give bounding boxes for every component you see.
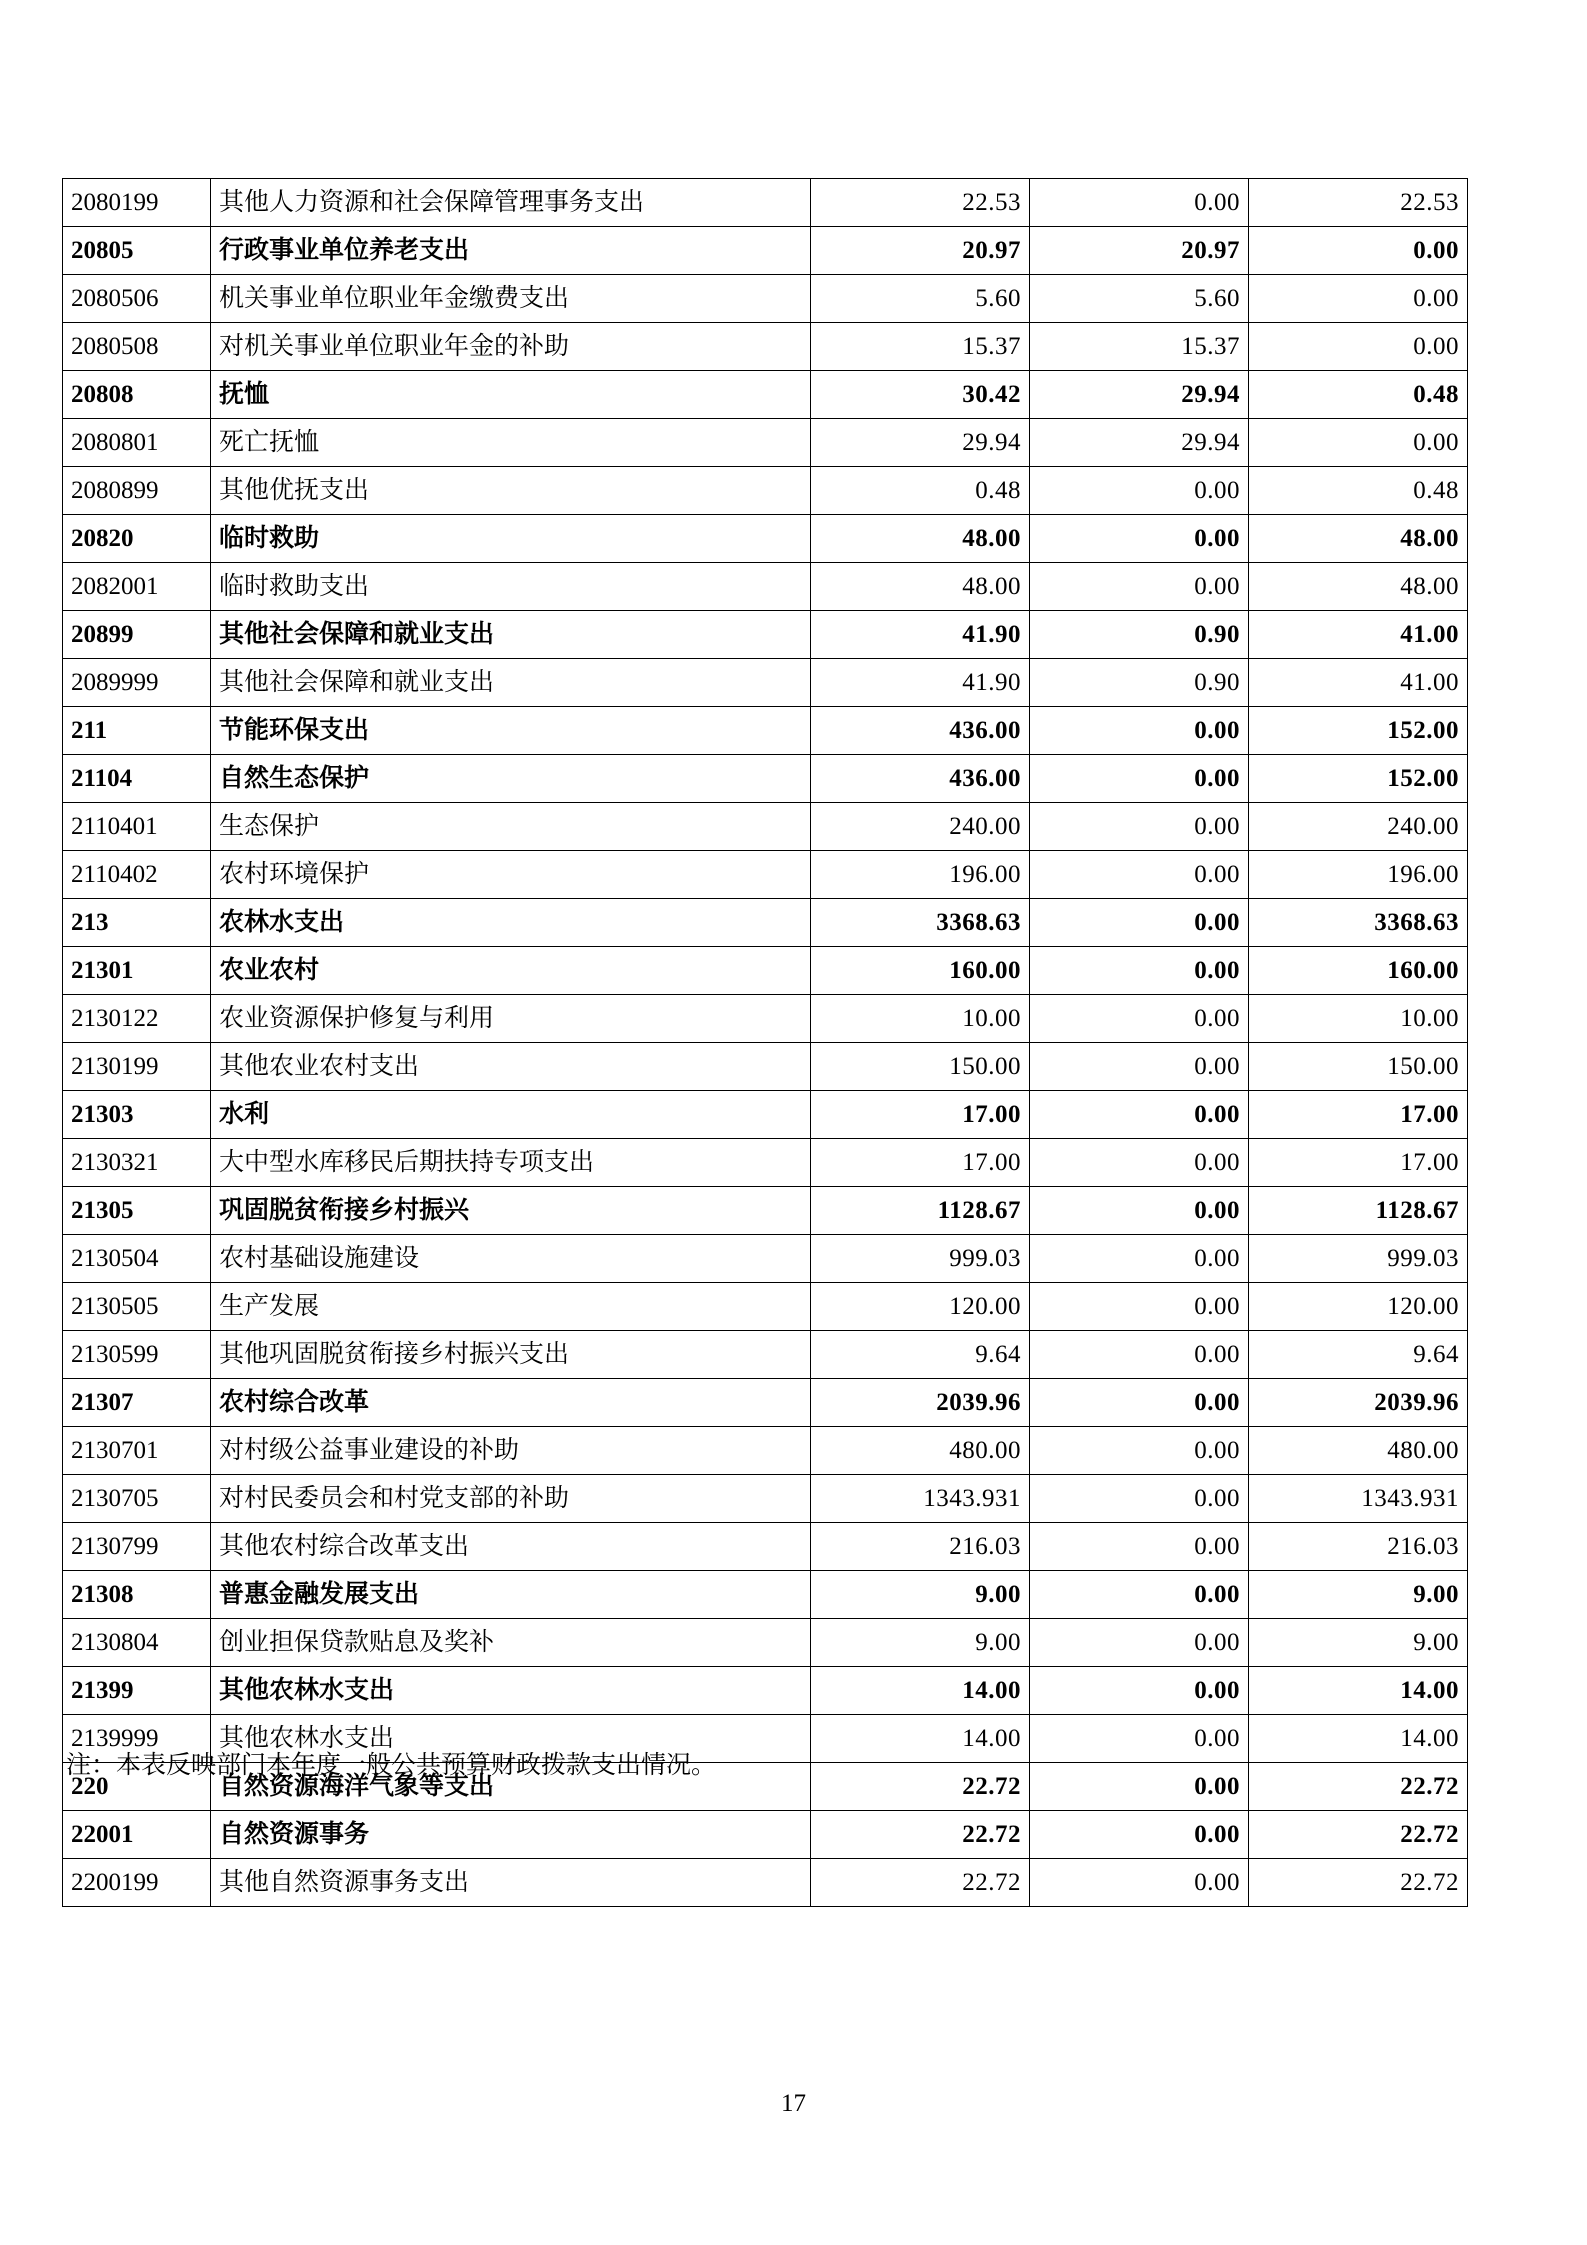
- cell-amount-v2: 0.00: [1030, 1427, 1249, 1475]
- cell-item-name: 临时救助: [211, 515, 811, 563]
- cell-amount-v1: 3368.63: [811, 899, 1030, 947]
- cell-amount-v1: 41.90: [811, 659, 1030, 707]
- table-row: [63, 899, 1468, 947]
- table-row: [63, 371, 1468, 419]
- cell-item-name: 巩固脱贫衔接乡村振兴: [211, 1187, 811, 1235]
- cell-amount-v3: 0.00: [1249, 275, 1468, 323]
- table-body: [63, 179, 1468, 1907]
- cell-item-name: 自然生态保护: [211, 755, 811, 803]
- table-row: [63, 1187, 1468, 1235]
- cell-amount-v3: 22.53: [1249, 179, 1468, 227]
- cell-amount-v1: 48.00: [811, 515, 1030, 563]
- cell-item-name: 自然资源海洋气象等支出: [211, 1763, 811, 1811]
- cell-amount-v2: 0.00: [1030, 1763, 1249, 1811]
- table-row: [63, 515, 1468, 563]
- cell-amount-v1: 240.00: [811, 803, 1030, 851]
- cell-amount-v3: 999.03: [1249, 1235, 1468, 1283]
- cell-amount-v2: 0.00: [1030, 563, 1249, 611]
- table-row: [63, 1619, 1468, 1667]
- cell-code: 22001: [63, 1811, 211, 1859]
- cell-amount-v2: 29.94: [1030, 371, 1249, 419]
- cell-code: 2130199: [63, 1043, 211, 1091]
- table-row: [63, 659, 1468, 707]
- cell-item-name: 其他社会保障和就业支出: [211, 611, 811, 659]
- table-row: [63, 563, 1468, 611]
- cell-code: 21104: [63, 755, 211, 803]
- cell-amount-v2: 0.00: [1030, 1523, 1249, 1571]
- cell-amount-v1: 1343.931: [811, 1475, 1030, 1523]
- table-row: [63, 275, 1468, 323]
- cell-code: 21301: [63, 947, 211, 995]
- cell-amount-v3: 41.00: [1249, 659, 1468, 707]
- cell-item-name: 对村级公益事业建设的补助: [211, 1427, 811, 1475]
- cell-code: 2139999: [63, 1715, 211, 1763]
- cell-amount-v2: 0.00: [1030, 1859, 1249, 1907]
- cell-amount-v2: 0.00: [1030, 1811, 1249, 1859]
- table-row: [63, 1475, 1468, 1523]
- cell-item-name: 农村基础设施建设: [211, 1235, 811, 1283]
- table-row: [63, 851, 1468, 899]
- cell-amount-v1: 436.00: [811, 707, 1030, 755]
- table-row: [63, 707, 1468, 755]
- cell-item-name: 死亡抚恤: [211, 419, 811, 467]
- cell-code: 20820: [63, 515, 211, 563]
- cell-code: 2130701: [63, 1427, 211, 1475]
- cell-item-name: 生产发展: [211, 1283, 811, 1331]
- cell-amount-v1: 29.94: [811, 419, 1030, 467]
- cell-amount-v3: 48.00: [1249, 515, 1468, 563]
- cell-amount-v2: 0.00: [1030, 1331, 1249, 1379]
- table-row: [63, 1571, 1468, 1619]
- cell-amount-v2: 0.00: [1030, 995, 1249, 1043]
- cell-item-name: 其他自然资源事务支出: [211, 1859, 811, 1907]
- cell-amount-v1: 14.00: [811, 1667, 1030, 1715]
- cell-amount-v2: 0.00: [1030, 1187, 1249, 1235]
- table-row: [63, 755, 1468, 803]
- cell-amount-v1: 216.03: [811, 1523, 1030, 1571]
- cell-amount-v3: 1128.67: [1249, 1187, 1468, 1235]
- cell-code: 20805: [63, 227, 211, 275]
- cell-amount-v1: 17.00: [811, 1139, 1030, 1187]
- cell-amount-v3: 1343.931: [1249, 1475, 1468, 1523]
- cell-amount-v1: 5.60: [811, 275, 1030, 323]
- cell-amount-v2: 0.00: [1030, 1667, 1249, 1715]
- cell-amount-v2: 0.00: [1030, 1043, 1249, 1091]
- cell-amount-v2: 29.94: [1030, 419, 1249, 467]
- cell-code: 20808: [63, 371, 211, 419]
- cell-amount-v3: 10.00: [1249, 995, 1468, 1043]
- cell-item-name: 生态保护: [211, 803, 811, 851]
- cell-code: 2082001: [63, 563, 211, 611]
- table-row: [63, 227, 1468, 275]
- cell-amount-v3: 0.48: [1249, 371, 1468, 419]
- cell-amount-v1: 436.00: [811, 755, 1030, 803]
- table-row: [63, 179, 1468, 227]
- cell-item-name: 农村综合改革: [211, 1379, 811, 1427]
- table-row: [63, 1331, 1468, 1379]
- cell-amount-v2: 0.00: [1030, 1091, 1249, 1139]
- cell-amount-v3: 480.00: [1249, 1427, 1468, 1475]
- table-row: [63, 467, 1468, 515]
- cell-amount-v3: 216.03: [1249, 1523, 1468, 1571]
- cell-amount-v2: 0.00: [1030, 1235, 1249, 1283]
- cell-code: 2130799: [63, 1523, 211, 1571]
- cell-amount-v1: 480.00: [811, 1427, 1030, 1475]
- cell-code: 21303: [63, 1091, 211, 1139]
- cell-amount-v3: 14.00: [1249, 1715, 1468, 1763]
- cell-code: 2089999: [63, 659, 211, 707]
- cell-amount-v3: 160.00: [1249, 947, 1468, 995]
- cell-amount-v1: 1128.67: [811, 1187, 1030, 1235]
- cell-item-name: 节能环保支出: [211, 707, 811, 755]
- cell-amount-v2: 0.00: [1030, 707, 1249, 755]
- cell-item-name: 其他人力资源和社会保障管理事务支出: [211, 179, 811, 227]
- budget-expenditure-table: [62, 178, 1468, 1907]
- table-row: [63, 803, 1468, 851]
- cell-amount-v1: 22.72: [811, 1763, 1030, 1811]
- cell-code: 21399: [63, 1667, 211, 1715]
- cell-amount-v2: 0.00: [1030, 467, 1249, 515]
- cell-amount-v3: 240.00: [1249, 803, 1468, 851]
- cell-item-name: 水利: [211, 1091, 811, 1139]
- cell-code: 20899: [63, 611, 211, 659]
- cell-item-name: 其他农林水支出: [211, 1715, 811, 1763]
- cell-code: 2130599: [63, 1331, 211, 1379]
- cell-amount-v2: 0.00: [1030, 1283, 1249, 1331]
- cell-amount-v3: 0.00: [1249, 323, 1468, 371]
- cell-amount-v2: 0.00: [1030, 1379, 1249, 1427]
- cell-item-name: 农林水支出: [211, 899, 811, 947]
- cell-amount-v3: 0.00: [1249, 419, 1468, 467]
- cell-amount-v1: 9.64: [811, 1331, 1030, 1379]
- cell-amount-v2: 0.00: [1030, 947, 1249, 995]
- cell-item-name: 机关事业单位职业年金缴费支出: [211, 275, 811, 323]
- cell-item-name: 创业担保贷款贴息及奖补: [211, 1619, 811, 1667]
- cell-item-name: 大中型水库移民后期扶持专项支出: [211, 1139, 811, 1187]
- cell-amount-v2: 15.37: [1030, 323, 1249, 371]
- cell-item-name: 对村民委员会和村党支部的补助: [211, 1475, 811, 1523]
- cell-amount-v1: 22.72: [811, 1859, 1030, 1907]
- cell-item-name: 自然资源事务: [211, 1811, 811, 1859]
- cell-item-name: 农业资源保护修复与利用: [211, 995, 811, 1043]
- cell-code: 220: [63, 1763, 211, 1811]
- cell-item-name: 其他优抚支出: [211, 467, 811, 515]
- table-row: [63, 1811, 1468, 1859]
- cell-code: 2110401: [63, 803, 211, 851]
- cell-amount-v3: 22.72: [1249, 1859, 1468, 1907]
- cell-code: 21308: [63, 1571, 211, 1619]
- cell-amount-v2: 0.00: [1030, 515, 1249, 563]
- cell-amount-v3: 17.00: [1249, 1091, 1468, 1139]
- cell-amount-v1: 30.42: [811, 371, 1030, 419]
- table-row: [63, 1859, 1468, 1907]
- cell-item-name: 其他巩固脱贫衔接乡村振兴支出: [211, 1331, 811, 1379]
- table-row: [63, 1523, 1468, 1571]
- cell-item-name: 抚恤: [211, 371, 811, 419]
- cell-amount-v1: 999.03: [811, 1235, 1030, 1283]
- cell-code: 2130705: [63, 1475, 211, 1523]
- table-row: [63, 419, 1468, 467]
- cell-item-name: 其他农村综合改革支出: [211, 1523, 811, 1571]
- cell-amount-v2: 0.00: [1030, 899, 1249, 947]
- cell-amount-v3: 150.00: [1249, 1043, 1468, 1091]
- cell-amount-v1: 150.00: [811, 1043, 1030, 1091]
- cell-code: 2200199: [63, 1859, 211, 1907]
- cell-amount-v2: 0.00: [1030, 1139, 1249, 1187]
- cell-amount-v1: 22.53: [811, 179, 1030, 227]
- cell-item-name: 临时救助支出: [211, 563, 811, 611]
- cell-code: 2130122: [63, 995, 211, 1043]
- table-row: [63, 1091, 1468, 1139]
- table-row: [63, 1283, 1468, 1331]
- cell-amount-v3: 9.00: [1249, 1571, 1468, 1619]
- table-note: 注：本表反映部门本年度一般公共预算财政拨款支出情况。: [66, 1752, 717, 1779]
- table-row: [63, 1043, 1468, 1091]
- cell-amount-v3: 196.00: [1249, 851, 1468, 899]
- cell-amount-v2: 0.00: [1030, 179, 1249, 227]
- cell-amount-v1: 9.00: [811, 1571, 1030, 1619]
- cell-item-name: 对机关事业单位职业年金的补助: [211, 323, 811, 371]
- cell-code: 2130504: [63, 1235, 211, 1283]
- cell-code: 2080199: [63, 179, 211, 227]
- cell-code: 2080899: [63, 467, 211, 515]
- table-row: [63, 1427, 1468, 1475]
- table-row: [63, 1139, 1468, 1187]
- cell-item-name: 其他农林水支出: [211, 1667, 811, 1715]
- cell-amount-v1: 15.37: [811, 323, 1030, 371]
- cell-item-name: 农村环境保护: [211, 851, 811, 899]
- cell-item-name: 农业农村: [211, 947, 811, 995]
- cell-amount-v2: 0.00: [1030, 1475, 1249, 1523]
- cell-amount-v1: 22.72: [811, 1811, 1030, 1859]
- cell-amount-v2: 0.00: [1030, 803, 1249, 851]
- cell-amount-v1: 48.00: [811, 563, 1030, 611]
- cell-amount-v3: 0.48: [1249, 467, 1468, 515]
- cell-amount-v1: 0.48: [811, 467, 1030, 515]
- cell-amount-v2: 20.97: [1030, 227, 1249, 275]
- cell-code: 2110402: [63, 851, 211, 899]
- cell-amount-v3: 0.00: [1249, 227, 1468, 275]
- table-row: [63, 1235, 1468, 1283]
- cell-code: 21305: [63, 1187, 211, 1235]
- table-row: [63, 995, 1468, 1043]
- cell-item-name: 其他农业农村支出: [211, 1043, 811, 1091]
- cell-amount-v3: 22.72: [1249, 1811, 1468, 1859]
- cell-amount-v3: 48.00: [1249, 563, 1468, 611]
- cell-amount-v3: 9.00: [1249, 1619, 1468, 1667]
- cell-code: 213: [63, 899, 211, 947]
- cell-code: 2130505: [63, 1283, 211, 1331]
- table-row: [63, 1379, 1468, 1427]
- cell-item-name: 行政事业单位养老支出: [211, 227, 811, 275]
- cell-amount-v3: 152.00: [1249, 707, 1468, 755]
- cell-amount-v3: 22.72: [1249, 1763, 1468, 1811]
- cell-amount-v3: 14.00: [1249, 1667, 1468, 1715]
- table-row: [63, 947, 1468, 995]
- cell-code: 2130321: [63, 1139, 211, 1187]
- cell-amount-v2: 5.60: [1030, 275, 1249, 323]
- cell-amount-v3: 17.00: [1249, 1139, 1468, 1187]
- cell-code: 21307: [63, 1379, 211, 1427]
- cell-amount-v3: 9.64: [1249, 1331, 1468, 1379]
- cell-amount-v2: 0.90: [1030, 611, 1249, 659]
- cell-amount-v1: 14.00: [811, 1715, 1030, 1763]
- table-row: [63, 611, 1468, 659]
- cell-amount-v3: 3368.63: [1249, 899, 1468, 947]
- cell-amount-v2: 0.90: [1030, 659, 1249, 707]
- cell-amount-v1: 20.97: [811, 227, 1030, 275]
- cell-amount-v2: 0.00: [1030, 1619, 1249, 1667]
- cell-amount-v1: 120.00: [811, 1283, 1030, 1331]
- cell-amount-v1: 2039.96: [811, 1379, 1030, 1427]
- cell-code: 2080801: [63, 419, 211, 467]
- cell-amount-v1: 17.00: [811, 1091, 1030, 1139]
- cell-amount-v3: 41.00: [1249, 611, 1468, 659]
- cell-amount-v1: 160.00: [811, 947, 1030, 995]
- cell-amount-v3: 120.00: [1249, 1283, 1468, 1331]
- table-row: [63, 323, 1468, 371]
- cell-amount-v3: 2039.96: [1249, 1379, 1468, 1427]
- cell-amount-v2: 0.00: [1030, 755, 1249, 803]
- page-number: 17: [781, 2090, 806, 2117]
- budget-table-container: [62, 178, 1467, 1907]
- cell-amount-v2: 0.00: [1030, 1715, 1249, 1763]
- table-row: [63, 1667, 1468, 1715]
- cell-code: 211: [63, 707, 211, 755]
- cell-item-name: 普惠金融发展支出: [211, 1571, 811, 1619]
- cell-amount-v1: 41.90: [811, 611, 1030, 659]
- cell-amount-v1: 9.00: [811, 1619, 1030, 1667]
- cell-amount-v2: 0.00: [1030, 851, 1249, 899]
- cell-amount-v3: 152.00: [1249, 755, 1468, 803]
- cell-amount-v2: 0.00: [1030, 1571, 1249, 1619]
- cell-code: 2130804: [63, 1619, 211, 1667]
- cell-amount-v1: 10.00: [811, 995, 1030, 1043]
- cell-item-name: 其他社会保障和就业支出: [211, 659, 811, 707]
- cell-amount-v1: 196.00: [811, 851, 1030, 899]
- cell-code: 2080508: [63, 323, 211, 371]
- cell-code: 2080506: [63, 275, 211, 323]
